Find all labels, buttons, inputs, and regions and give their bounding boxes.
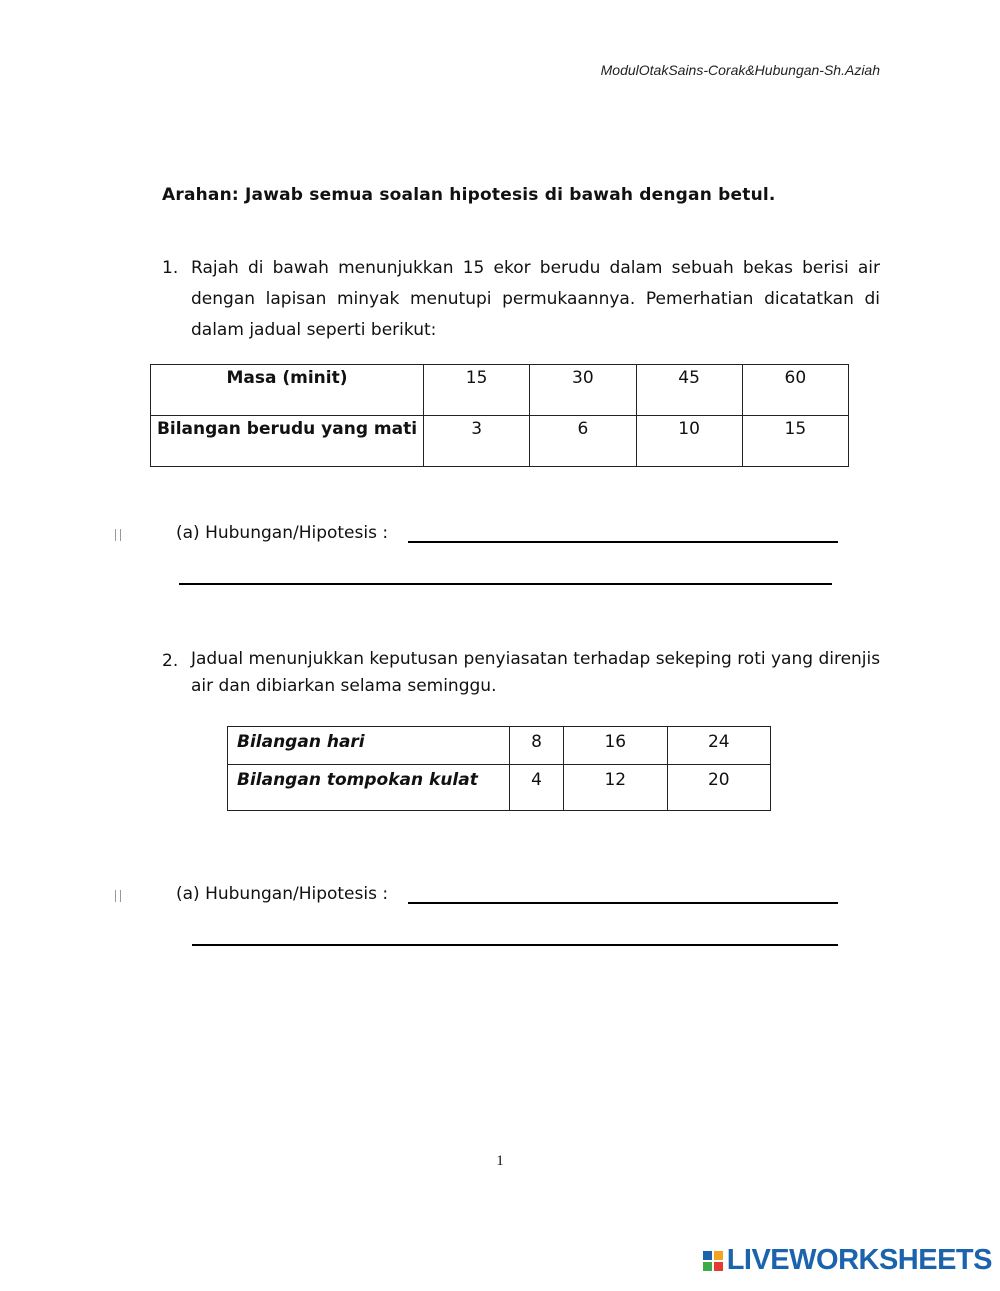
logo-icon [703,1251,723,1271]
logo-square [703,1251,712,1260]
table-row [228,765,771,811]
question-1-answer-line-1[interactable] [408,541,838,543]
table-cell: 8 [510,727,564,765]
question-2-answer-label: (a) Hubungan/Hipotesis : [176,884,389,904]
table-row [151,365,849,416]
table-row-header: Bilangan hari [228,727,510,765]
question-2-number: 2. [162,651,179,671]
logo-square [703,1262,712,1271]
table-row [228,727,771,765]
question-1-answer-label: (a) Hubungan/Hipotesis : [176,523,389,543]
table-cell: 4 [510,765,564,811]
table-cell: 60 [742,365,848,416]
table-cell: 15 [424,365,530,416]
table-row-header: Bilangan tompokan kulat [228,765,510,811]
question-2-table [227,726,771,811]
margin-marker [115,890,121,902]
table-cell: 30 [530,365,636,416]
question-1-table [150,364,849,467]
margin-marker [115,529,121,541]
logo-text: LIVEWORKSHEETS [726,1244,992,1276]
page-header: ModulOtakSains-Corak&Hubungan-Sh.Aziah [600,62,880,78]
table-row [151,416,849,467]
table-row-header: Bilangan berudu yang mati [151,416,424,467]
table-cell: 6 [530,416,636,467]
page-number: 1 [496,1153,504,1169]
table-cell: 3 [424,416,530,467]
question-1-text: Rajah di bawah menunjukkan 15 ekor berudu dalam sebuah bekas berisi air dengan lapisan minyak menutupi permukaannya. Pemerhatian dicatatkan di dalam jadual seperti berikut: [191,258,880,340]
liveworksheets-logo [703,1244,992,1277]
logo-square [714,1262,723,1271]
table-cell: 12 [564,765,667,811]
table-cell: 20 [667,765,770,811]
question-2-text: Jadual menunjukkan keputusan penyiasatan terhadap sekeping roti yang direnjis air dan dibiarkan selama seminggu. [191,649,881,696]
table-cell: 10 [636,416,742,467]
instruction-heading: Arahan: Jawab semua soalan hipotesis di bawah dengan betul. [162,185,776,205]
logo-square [714,1251,723,1260]
table-cell: 24 [667,727,770,765]
question-1-number: 1. [162,258,179,278]
question-2-answer-line-1[interactable] [408,902,838,904]
table-cell: 16 [564,727,667,765]
question-1-answer-line-2[interactable] [179,583,832,585]
table-cell: 45 [636,365,742,416]
table-cell: 15 [742,416,848,467]
question-2-answer-line-2[interactable] [192,944,838,946]
table-row-header: Masa (minit) [151,365,424,416]
